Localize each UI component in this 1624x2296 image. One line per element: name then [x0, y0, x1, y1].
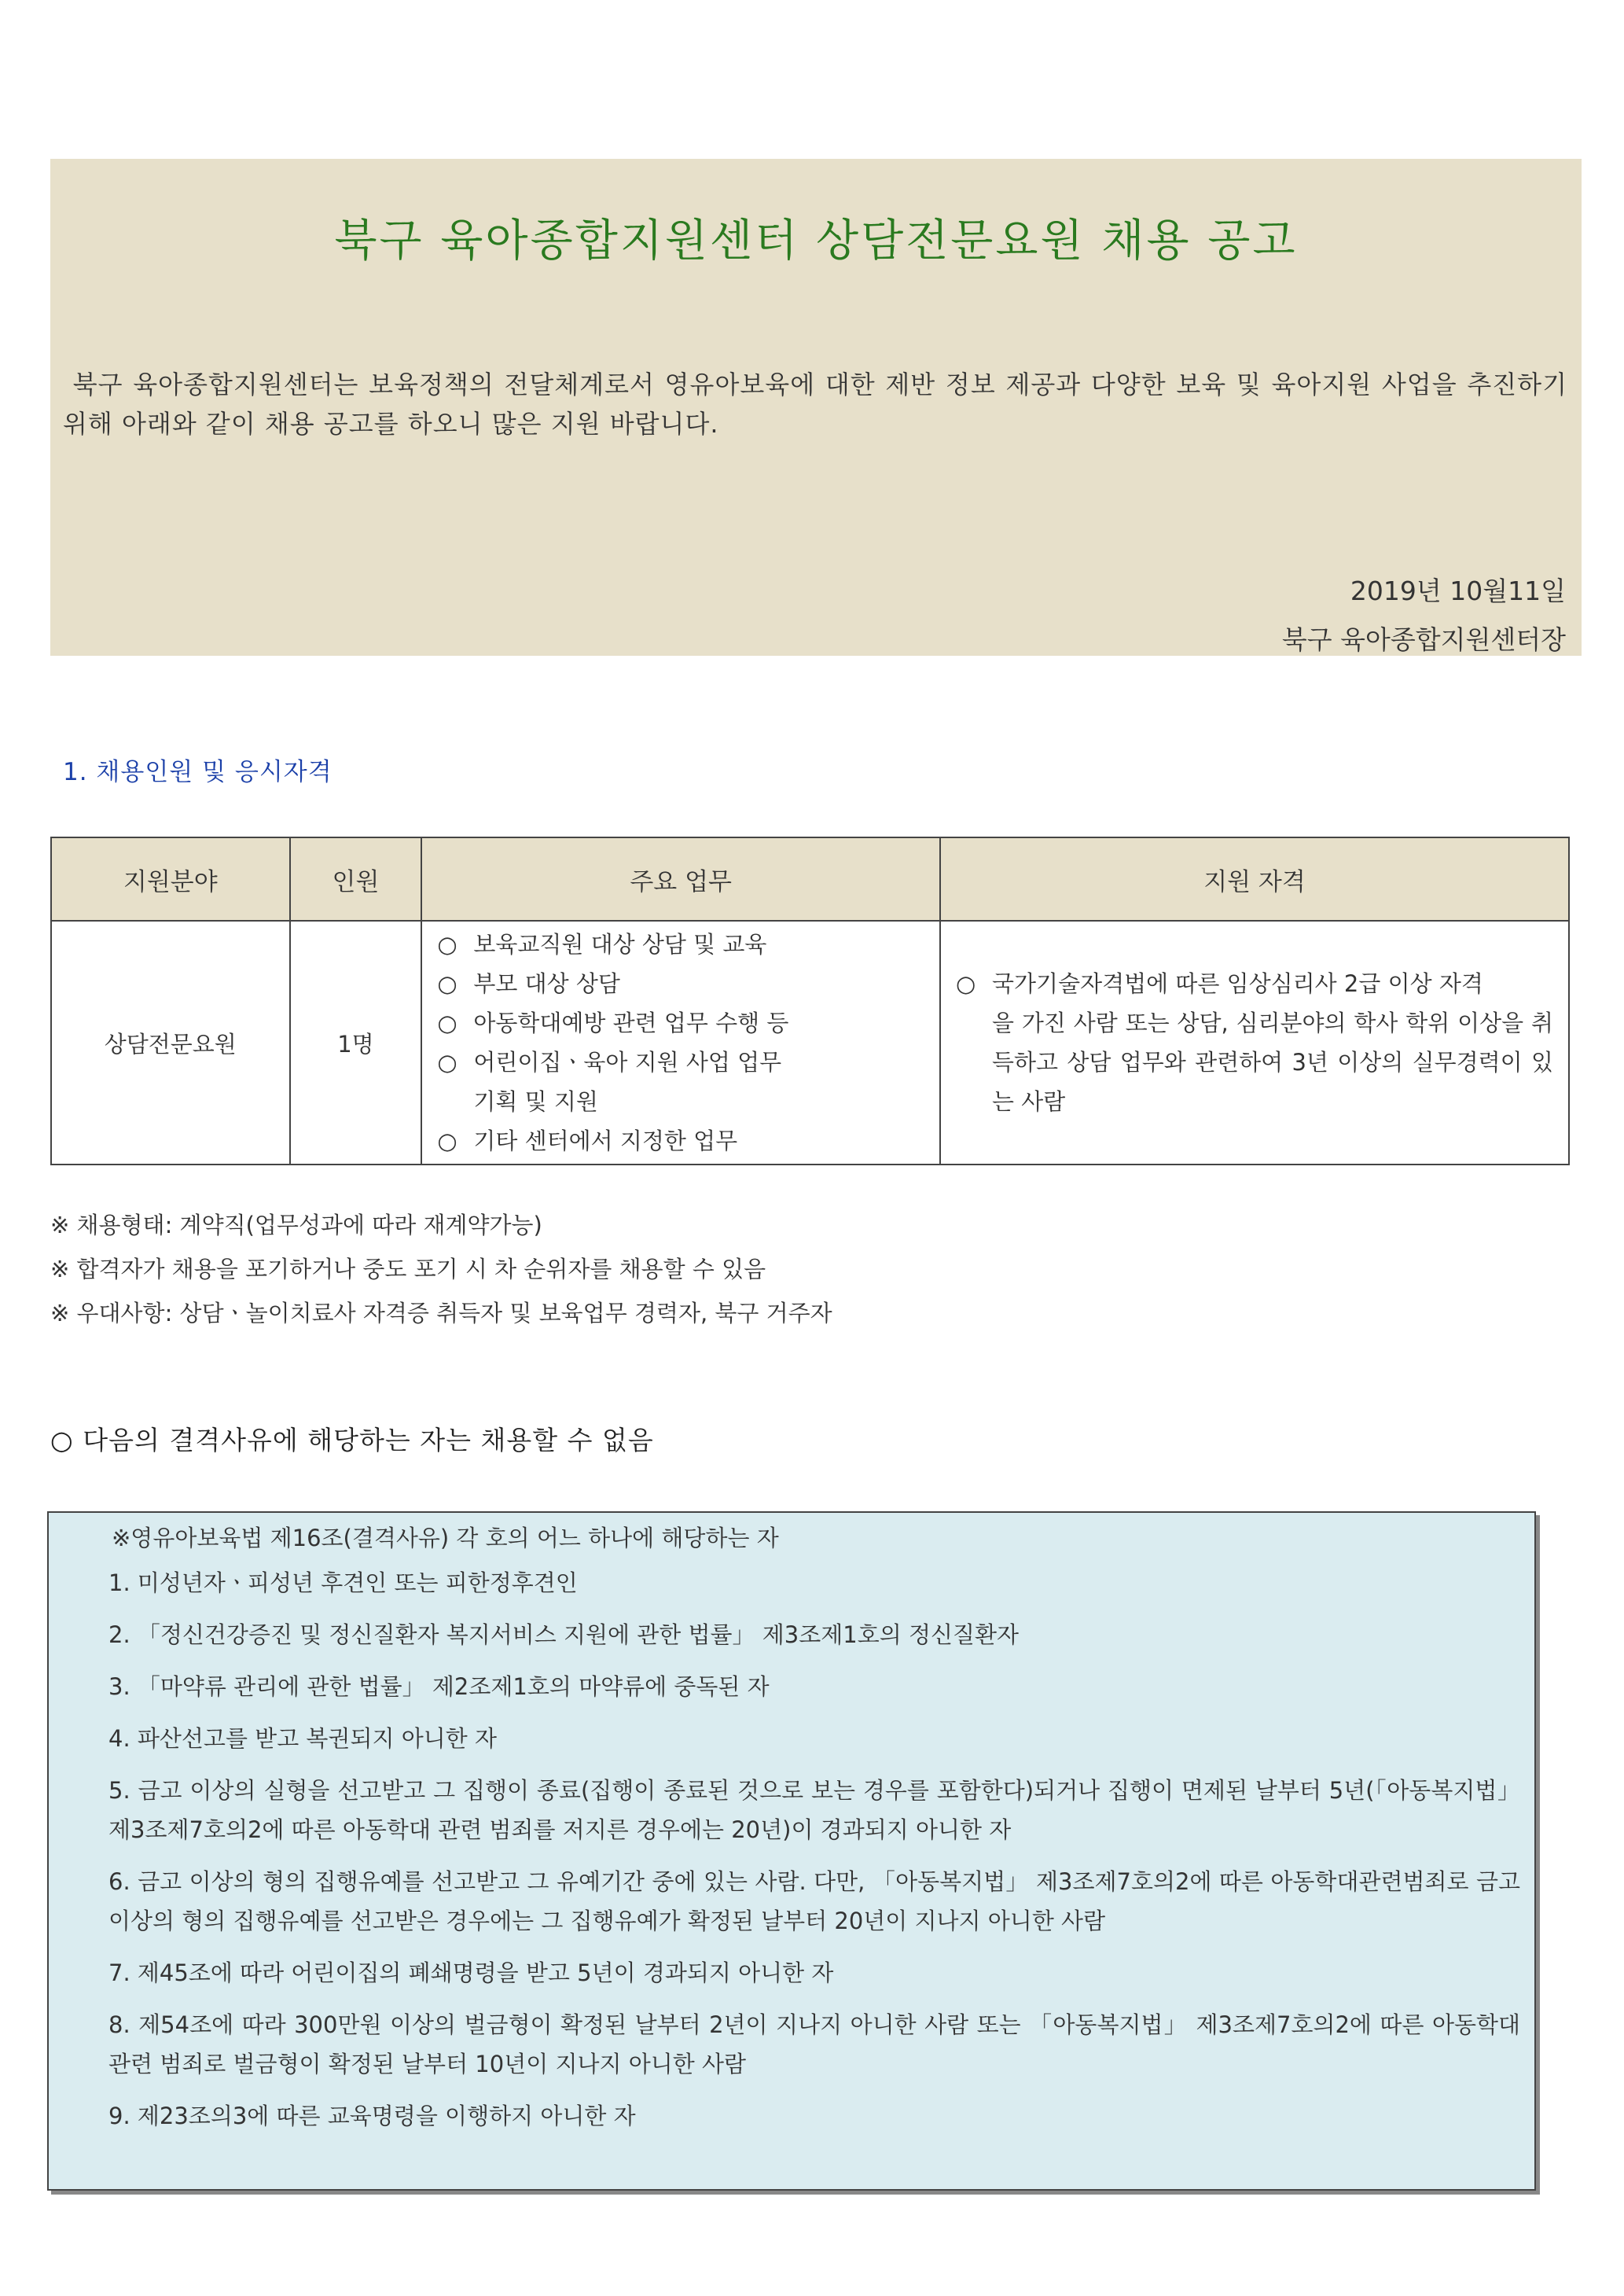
cell-field: 상담전문요원	[51, 921, 290, 1165]
cell-count: 1명	[290, 921, 422, 1165]
notice-intro-text: 북구 육아종합지원센터는 보육정책의 전달체계로서 영유아보육에 대한 제반 정보 제공과 다양한 보육 및 육아지원 사업을 추진하기 위해 아래와 같이 채용 공고를 하오니 많은 지원 바랍니다.	[63, 370, 1567, 439]
duty-item	[437, 1003, 939, 1043]
disqualification-list	[108, 1563, 1520, 2148]
list-item: 6. 금고 이상의 형의 집행유예를 선고받고 그 유예기간 중에 있는 사람. 다만, 「아동복지법」 제3조제7호의2에 따른 아동학대관련범죄로 금고 이상의 형의 집행유예를 선고받은 경우에는 그 집행유예가 확정된 날부터 20년이 지나지 아니한 사람	[108, 1868, 1520, 1934]
circle-bullet-icon: ○	[437, 1010, 457, 1036]
recruitment-table	[50, 837, 1570, 1165]
qualification-text	[942, 964, 1567, 1121]
cell-duties	[421, 921, 940, 1165]
duty-item	[437, 1121, 939, 1161]
duty-item	[437, 964, 939, 1003]
list-item: 2. 「정신건강증진 및 정신질환자 복지서비스 지원에 관한 법률」 제3조제1호의 정신질환자	[108, 1621, 1020, 1648]
notice-issuer: 북구 육아종합지원센터장	[1281, 624, 1566, 655]
duty-text: 아동학대예방 관련 업무 수행 등	[473, 1010, 789, 1036]
duty-list	[423, 925, 939, 1161]
cell-qualification	[940, 921, 1569, 1165]
column-header-count: 인원	[290, 837, 422, 921]
circle-bullet-icon: ○	[956, 970, 976, 997]
duty-item	[437, 925, 939, 964]
list-item: 9. 제23조의3에 따른 교육명령을 이행하지 아니한 자	[108, 2103, 636, 2129]
disqualification-lead: ※영유아보육법 제16조(결격사유) 각 호의 어느 하나에 해당하는 자	[112, 1525, 779, 1551]
duty-text: 부모 대상 상담	[473, 970, 620, 997]
notice-header-box	[50, 159, 1582, 656]
duty-text: 보육교직원 대상 상담 및 교육	[473, 931, 767, 958]
table-row	[51, 921, 1569, 1165]
list-item: 7. 제45조에 따라 어린이집의 폐쇄명령을 받고 5년이 경과되지 아니한 자	[108, 1959, 834, 1986]
duty-text: 기획 및 지원	[473, 1088, 598, 1115]
circle-bullet-icon: ○	[437, 1128, 457, 1154]
disqualification-heading: ○ 다음의 결격사유에 해당하는 자는 채용할 수 없음	[50, 1425, 654, 1455]
disqualification-box	[47, 1511, 1536, 2191]
table-header-row	[51, 837, 1569, 921]
duty-text: 기타 센터에서 지정한 업무	[473, 1128, 738, 1154]
circle-bullet-icon: ○	[437, 1049, 457, 1076]
duty-item-continuation	[437, 1082, 939, 1121]
note-alternate-hire: ※ 합격자가 채용을 포기하거나 중도 포기 시 차 순위자를 채용할 수 있음	[50, 1256, 766, 1282]
column-header-qualification: 지원 자격	[940, 837, 1569, 921]
notice-intro	[63, 365, 1567, 443]
column-header-duties: 주요 업무	[421, 837, 940, 921]
list-item: 8. 제54조에 따라 300만원 이상의 벌금형이 확정된 날부터 2년이 지나지 아니한 사람 또는 「아동복지법」 제3조제7호의2에 따른 아동학대관련 범죄로 벌금형이 확정된 날부터 10년이 지나지 아니한 사람	[108, 2011, 1520, 2077]
qualification-first-line: 국가기술자격법에 따른 임상심리사 2급 이상 자격	[992, 970, 1483, 997]
list-item: 1. 미성년자ㆍ피성년 후견인 또는 피한정후견인	[108, 1569, 578, 1596]
list-item: 3. 「마약류 관리에 관한 법률」 제2조제1호의 마약류에 중독된 자	[108, 1673, 770, 1700]
circle-bullet-icon: ○	[437, 931, 457, 958]
section-heading-recruitment: 1. 채용인원 및 응시자격	[63, 758, 333, 786]
note-employment-type: ※ 채용형태: 계약직(업무성과에 따라 재계약가능)	[50, 1212, 542, 1238]
duty-text: 어린이집ㆍ육아 지원 사업 업무	[473, 1049, 782, 1076]
notice-title: 북구 육아종합지원센터 상담전문요원 채용 공고	[334, 215, 1298, 267]
qualification-rest: 을 가진 사람 또는 상담, 심리분야의 학사 학위 이상을 취득하고 상담 업무와 관련하여 3년 이상의 실무경력이 있는 사람	[992, 1010, 1553, 1115]
circle-bullet-icon: ○	[437, 970, 457, 997]
notice-date: 2019년 10월11일	[1350, 576, 1566, 606]
column-header-field: 지원분야	[51, 837, 290, 921]
list-item: 5. 금고 이상의 실형을 선고받고 그 집행이 종료(집행이 종료된 것으로 보는 경우를 포함한다)되거나 집행이 면제된 날부터 5년(「아동복지법」 제3조제7호의2에 따른 아동학대 관련 범죄를 저지른 경우에는 20년)이 경과되지 아니한 자	[108, 1777, 1520, 1843]
notes-block	[50, 1203, 832, 1335]
list-item: 4. 파산선고를 받고 복권되지 아니한 자	[108, 1725, 497, 1752]
note-preference: ※ 우대사항: 상담ㆍ놀이치료사 자격증 취득자 및 보육업무 경력자, 북구 거주자	[50, 1300, 832, 1326]
duty-item	[437, 1043, 939, 1082]
